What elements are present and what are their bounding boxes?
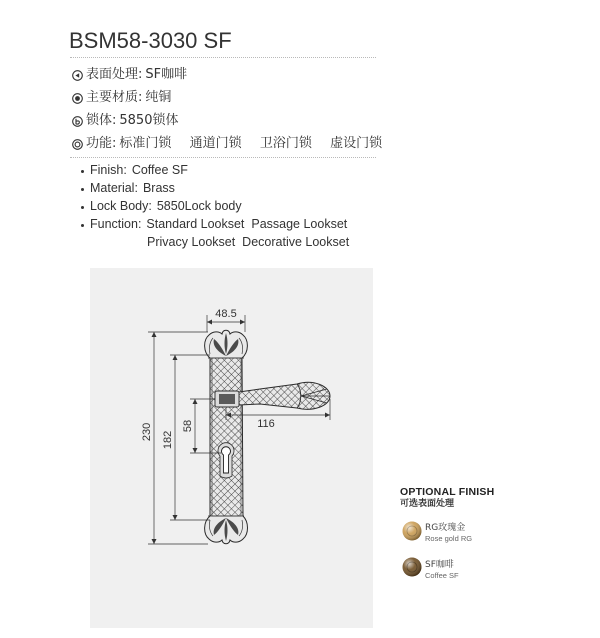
dimension-width-label: 48.5 <box>215 308 237 320</box>
swatch-coffee-name-en: Coffee SF <box>425 571 459 580</box>
spec-cn-function <box>72 135 382 153</box>
spec-cn-material <box>72 89 171 107</box>
spec-en-value: Brass <box>142 181 175 195</box>
bullet-icon <box>81 224 84 227</box>
spec-en-value: Coffee SF <box>131 163 188 177</box>
spec-en-label: Lock Body: <box>90 199 152 213</box>
bullet-icon <box>81 206 84 209</box>
lever-handle <box>239 382 330 409</box>
divider-middle <box>70 157 376 158</box>
spec-cn-value: 5850锁体 <box>119 113 179 128</box>
spec-en-finish <box>81 162 188 178</box>
dimension-lever-length-label: 116 <box>257 418 275 430</box>
dimension-hole-spacing-label: 182 <box>162 430 174 450</box>
spec-en-value: Standard Lookset Passage Lookset <box>146 217 348 231</box>
spec-cn-value: 纯铜 <box>145 90 172 105</box>
lock-technical-drawing <box>90 268 373 628</box>
spec-cn-label: 锁体: <box>86 113 117 128</box>
optional-finish-title: OPTIONAL FINISH <box>400 486 495 498</box>
dimension-hole-spacing <box>170 355 210 520</box>
dimension-center-distance-label: 58 <box>182 419 194 433</box>
spec-cn-label: 主要材质: <box>86 90 143 105</box>
material-icon <box>72 93 83 104</box>
spec-cn-value: SF咖啡 <box>145 67 188 82</box>
divider-top <box>70 57 376 58</box>
swatch-rose-gold <box>402 521 422 541</box>
spec-cn-label: 功能: <box>86 136 117 151</box>
spec-cn-label: 表面处理: <box>86 67 143 82</box>
product-title: BSM58-3030 SF <box>69 28 232 53</box>
spec-cn-lock-body <box>72 112 178 130</box>
spec-en-function-continued: Privacy Lookset Decorative Lookset <box>147 235 350 249</box>
swatch-coffee <box>402 557 422 577</box>
finish-icon <box>72 70 83 81</box>
spec-en-value: 5850Lock body <box>156 199 242 213</box>
swatch-coffee-name-cn: SF咖啡 <box>425 560 454 570</box>
function-icon <box>72 139 83 150</box>
dimension-overall-height <box>148 332 208 544</box>
spec-en-label: Material: <box>90 181 138 195</box>
handle-rose <box>215 391 239 407</box>
swatch-rose-gold-name-en: Rose gold RG <box>425 534 473 543</box>
spec-en-material <box>81 180 175 196</box>
lock-body-icon <box>72 116 83 127</box>
spec-en-lock-body <box>81 198 242 214</box>
optional-finish-subtitle: 可选表面处理 <box>400 499 455 509</box>
bullet-icon <box>81 170 84 173</box>
spec-cn-finish <box>72 66 187 84</box>
bullet-icon <box>81 188 84 191</box>
backplate <box>205 330 248 544</box>
spec-cn-value: 标准门锁 通道门锁 卫浴门锁 虚设门锁 <box>119 136 383 151</box>
spec-en-function <box>81 216 347 232</box>
spec-en-label: Finish: <box>90 163 127 177</box>
spec-en-label: Function: <box>90 217 142 231</box>
dimension-overall-height-label: 230 <box>141 422 153 442</box>
swatch-rose-gold-name-cn: RG玫瑰金 <box>425 523 466 533</box>
keyhole <box>218 443 234 478</box>
